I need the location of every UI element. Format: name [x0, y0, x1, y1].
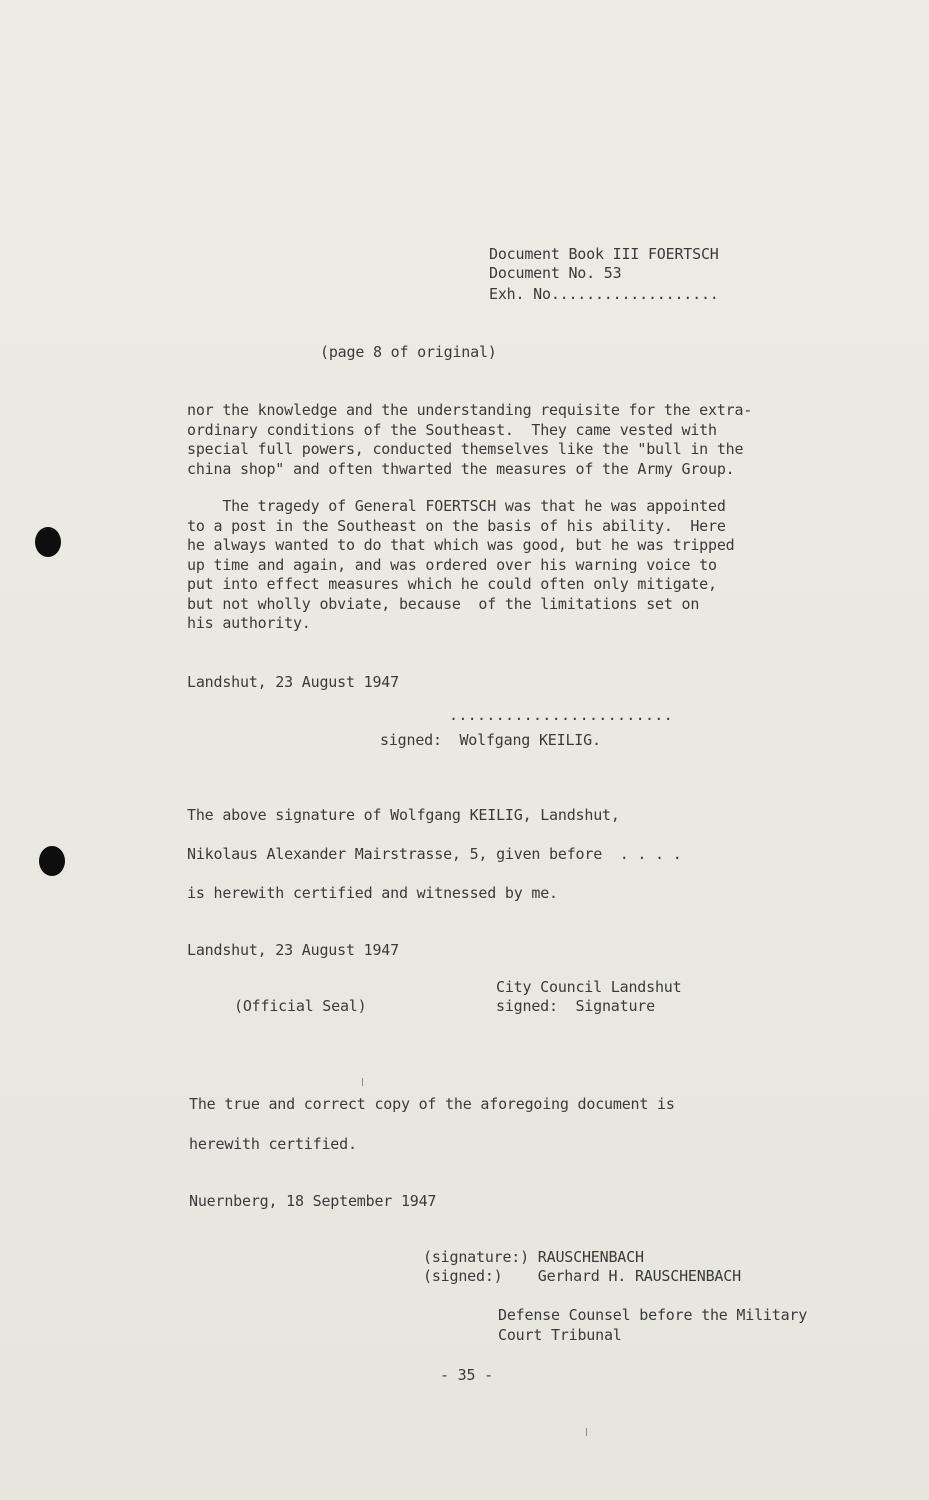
- paragraph-2-line: he always wanted to do that which was good, but he was tripped: [187, 536, 735, 554]
- council-signed: signed: Signature: [496, 997, 655, 1015]
- paragraph-2-line: but not wholly obviate, because of the limitations set on: [187, 594, 700, 613]
- punch-hole-top: [35, 527, 61, 557]
- official-seal: (Official Seal): [234, 997, 367, 1015]
- exhibit-number-line: Exh. No...................: [489, 285, 719, 303]
- counsel-title-line-1: Defense Counsel before the Military: [498, 1306, 808, 1324]
- document-number-line: Document No. 53: [489, 264, 622, 282]
- council-name: City Council Landshut: [496, 978, 682, 996]
- paragraph-2-line: up time and again, and was ordered over his warning voice to: [187, 555, 717, 574]
- counsel-signature-line: (signature:) RAUSCHENBACH: [423, 1248, 644, 1266]
- paragraph-2-line: The tragedy of General FOERTSCH was that he was appointed: [187, 497, 726, 515]
- place-date-landshut-1: Landshut, 23 August 1947: [187, 673, 399, 691]
- paragraph-2-line: to a post in the Southeast on the basis of his ability. Here: [187, 516, 726, 535]
- document-book-line: Document Book III FOERTSCH: [489, 245, 719, 263]
- page-number: - 35 -: [440, 1366, 493, 1384]
- counsel-title-line-2: Court Tribunal: [498, 1326, 622, 1344]
- page-reference: (page 8 of original): [320, 343, 497, 361]
- paragraph-2-line: his authority.: [187, 614, 311, 632]
- place-date-landshut-2: Landshut, 23 August 1947: [187, 941, 399, 959]
- certification-line-1: The above signature of Wolfgang KEILIG, Landshut,: [187, 806, 620, 824]
- copy-certification-line-1: The true and correct copy of the aforegoing document is: [189, 1095, 675, 1113]
- paragraph-1: [187, 401, 752, 479]
- footer-mark: [586, 1428, 587, 1436]
- place-date-nuernberg: Nuernberg, 18 September 1947: [189, 1192, 437, 1210]
- certification-line-2: Nikolaus Alexander Mairstrasse, 5, given before . . . .: [187, 845, 682, 863]
- paragraph-1-line: ordinary conditions of the Southeast. They came vested with: [187, 420, 717, 439]
- signed-keilig: signed: Wolfgang KEILIG.: [380, 731, 601, 749]
- paragraph-1-line: china shop" and often thwarted the measures of the Army Group.: [187, 459, 735, 478]
- paragraph-2-line: put into effect measures which he could often only mitigate,: [187, 575, 717, 593]
- counsel-signed-line: (signed:) Gerhard H. RAUSCHENBACH: [423, 1267, 741, 1285]
- punch-hole-bottom: [39, 846, 65, 876]
- copy-certification-line-2: herewith certified.: [189, 1135, 357, 1153]
- paragraph-1-line: special full powers, conducted themselves like the "bull in the: [187, 440, 744, 458]
- paragraph-1-line: nor the knowledge and the understanding requisite for the extra-: [187, 401, 753, 419]
- certification-line-3: is herewith certified and witnessed by me.: [187, 884, 558, 902]
- signature-dotted-line: ........................: [449, 706, 673, 724]
- margin-mark: [362, 1078, 363, 1086]
- paragraph-2: [187, 497, 735, 634]
